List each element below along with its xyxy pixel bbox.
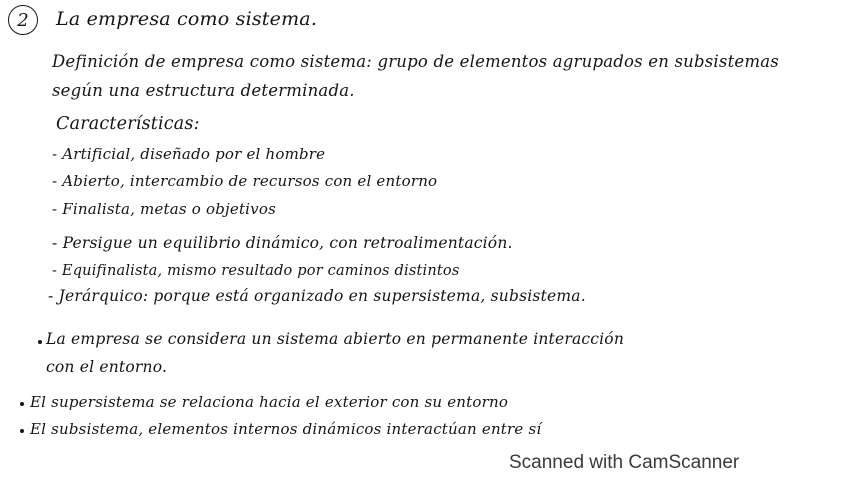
- definition-line-2: según una estructura determinada.: [52, 81, 355, 100]
- camscanner-watermark: Scanned with CamScanner: [509, 452, 740, 473]
- characteristic-item: - Persigue un equilibrio dinámico, con retroalimentación.: [52, 234, 513, 252]
- characteristic-item: - Jerárquico: porque está organizado en supersistema, subsistema.: [48, 287, 586, 305]
- characteristic-item: - Artificial, diseñado por el hombre: [52, 145, 326, 163]
- bullet-dot: [20, 402, 24, 406]
- definition-line-1: Definición de empresa como sistema: grupo de elementos agrupados en subsistemas: [52, 52, 779, 71]
- characteristic-item: - Equifinalista, mismo resultado por caminos distintos: [52, 263, 460, 279]
- characteristics-heading: Características:: [56, 114, 200, 134]
- bullet-1-line-2: con el entorno.: [46, 358, 168, 376]
- bullet-dot: [20, 429, 24, 433]
- bullet-1-line-1: La empresa se considera un sistema abierto en permanente interacción: [46, 330, 625, 348]
- section-number: 2: [8, 5, 38, 35]
- characteristic-item: - Abierto, intercambio de recursos con el entorno: [52, 172, 438, 190]
- page-title: La empresa como sistema.: [56, 8, 318, 30]
- bullet-dot: [38, 340, 42, 344]
- bullet-3: El subsistema, elementos internos dinámicos interactúan entre sí: [30, 420, 542, 438]
- bullet-2: El supersistema se relaciona hacia el exterior con su entorno: [30, 393, 509, 411]
- characteristic-item: - Finalista, metas o objetivos: [52, 200, 276, 218]
